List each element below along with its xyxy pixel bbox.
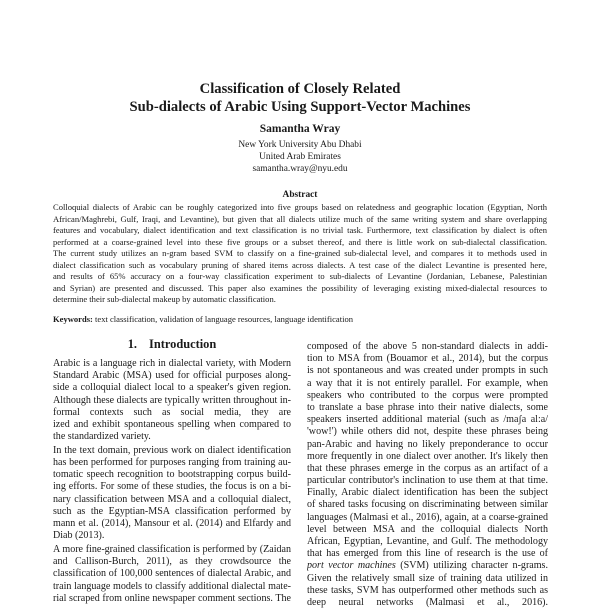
- text-line: determine their sub-dialectal makeup by automatic classification.: [53, 294, 276, 304]
- text-line: speakers who contributed to the corpus were prompted: [307, 389, 548, 401]
- text-line: deep neural networks (Malmasi et al., 2016).: [307, 596, 548, 608]
- keywords-label: Keywords:: [53, 314, 93, 324]
- text-line: ing efforts. For some of these studies, the focus is on a bi-: [53, 481, 291, 493]
- text-line: the standardized variety.: [53, 431, 151, 443]
- text-line: A more fine-grained classification is performed by (Zaidan: [53, 544, 291, 555]
- text-line: side a colloquial dialect local to a speaker's given region.: [53, 382, 291, 394]
- text-line: Colloquial dialects of Arabic can be roughly categorized into five groups based on relatedness and geographic location (Egyptian, North: [53, 202, 547, 212]
- abstract-heading: Abstract: [282, 190, 318, 200]
- text-line: [307, 548, 548, 560]
- text-line: tion to MSA from (Bouamor et al., 2014), but the corpus: [307, 353, 548, 365]
- text-line: African, Egyptian, Levantine, and Gulf. The methodology: [307, 536, 548, 547]
- section-title: Introduction: [149, 337, 217, 351]
- text-line: mann et al. (2014), Mansour et al. (2014) and Elfardy and: [53, 518, 291, 530]
- text-line: languages (Malmasi et al., 2016), again, at a coarse-grained: [307, 511, 548, 523]
- text-line: 'wow!') while others did not, despite these phrases being: [307, 426, 548, 438]
- text-line: and Syrian) are presented and discussed. This paper also examines the possibility of leveraging existing mixed-dialectal resources to: [53, 282, 547, 293]
- text-line: train language models to classify additional dialectal mate-: [53, 580, 291, 592]
- text-line: such as the Egyptian-MSA classification performed by: [53, 505, 291, 517]
- keywords: [53, 314, 353, 324]
- text-line: more frequently in one dialect over another. It's likely then: [307, 450, 548, 462]
- abstract-body: [53, 202, 547, 306]
- paragraph: [53, 358, 291, 443]
- text-line: tomatic speech recognition to bootstrapping corpus build-: [53, 469, 291, 481]
- author-affiliation-block: [0, 139, 600, 175]
- text-line: performed at a coarse-grained level into these five groups or a subset thereof, and there is little work on sub-dialectal classification.: [53, 236, 547, 247]
- text-line: Arabic is a language rich in dialectal variety, with Modern: [53, 358, 291, 369]
- text-line: a way that it is not entirely parallel. For example, when: [307, 377, 548, 389]
- text-line: ized and exhibit spontaneous spelling when compared to: [53, 418, 291, 430]
- author-country: United Arab Emirates: [259, 152, 341, 162]
- text-line: and results of 65% accuracy on a four-way classification experiment to sub-dialects of Levantine (Jordanian, Lebanese, Palestinian: [53, 271, 547, 281]
- text-line: dialect classification such as vocabulary pruning of shared items across dialects. A test case of the dialect Levantine is presented here,: [53, 259, 547, 270]
- author-affiliation: New York University Abu Dhabi: [238, 140, 362, 150]
- text-line: of shared tasks focusing on discriminating between similar: [307, 499, 548, 511]
- text-line: composed of the above 5 non-standard dialects in addi-: [307, 341, 548, 352]
- text-line: The current study utilizes an n-gram based SVM to classify on a fine-grained sub-dialectal level, and compares it to methods used in: [53, 248, 547, 258]
- text-line: Although these dialects are typically written throughout in-: [53, 394, 291, 406]
- text-line: that these phrases emerge in the corpus as an artifact of a: [307, 462, 548, 474]
- paragraph: [53, 445, 291, 543]
- italic-text: port vector machines: [307, 560, 396, 572]
- text-line: classification of 100,000 sentences of dialectal Arabic, and: [53, 568, 291, 580]
- text-segment: that has emerged from this line of research is the use of: [307, 548, 548, 560]
- text-line: particular contributor's inclination to use them at that time.: [307, 475, 548, 487]
- text-line: to translate a base phrase into their native dialects, some: [307, 401, 548, 413]
- right-column: [307, 341, 548, 611]
- text-line: rial scraped from online newspaper comment sections. The: [53, 592, 291, 604]
- text-line: pan-Arabic and having no likely preponderance to occur: [307, 438, 548, 450]
- paper-title: [0, 80, 600, 116]
- section-number: 1.: [127, 337, 138, 351]
- text-segment: (SVM) utilizing character n-grams.: [395, 560, 548, 572]
- text-line: Finally, Arabic dialect identification has been the subject: [307, 487, 548, 499]
- title-line-1: Classification of Closely Related: [199, 81, 401, 97]
- section-heading-introduction: [53, 337, 291, 352]
- text-line: has been performed for purposes ranging from training au-: [53, 457, 291, 469]
- text-line: nary classification between MSA and a colloquial dialect,: [53, 493, 291, 505]
- author-email: samantha.wray@nyu.edu: [252, 164, 348, 174]
- paragraph: [53, 544, 291, 605]
- text-line: African/Maghrebi, Gulf, Iraqi, and Levantine), but given that all dialects utilize much of the same writing system and share overlapping: [53, 213, 547, 224]
- text-line: Standard Arabic (MSA) used for official purposes along-: [53, 370, 291, 382]
- left-column: [53, 358, 291, 607]
- keywords-text: text classification, validation of language resources, language identification: [92, 314, 354, 324]
- text-line: is not spontaneous and was created under prompts in such: [307, 365, 548, 377]
- text-line: features and vocabulary, dialect identification and text classification is no trivial task. Furthermore, text classification by dialect is often: [53, 225, 547, 235]
- text-line: speakers inserted additional material (such as /maʃa al:a/: [307, 414, 548, 426]
- text-line: and Callison-Burch, 2011), as they crowdsource the: [53, 556, 291, 568]
- paragraph: [307, 341, 548, 609]
- text-line: level between MSA and the colloquial dialects North: [307, 523, 548, 535]
- text-line: [307, 560, 548, 572]
- text-line: these tasks, SVM has outperformed other methods such as: [307, 584, 548, 596]
- text-line: In the text domain, previous work on dialect identification: [53, 444, 291, 456]
- text-line: Given the relatively small size of training data utilized in: [307, 572, 548, 584]
- text-line: Diab (2013).: [53, 530, 105, 542]
- title-line-2: Sub-dialects of Arabic Using Support-Vector Machines: [129, 99, 471, 115]
- text-line: formal contexts such as social media, they are: [53, 406, 291, 418]
- author-name: Samantha Wray: [259, 123, 341, 135]
